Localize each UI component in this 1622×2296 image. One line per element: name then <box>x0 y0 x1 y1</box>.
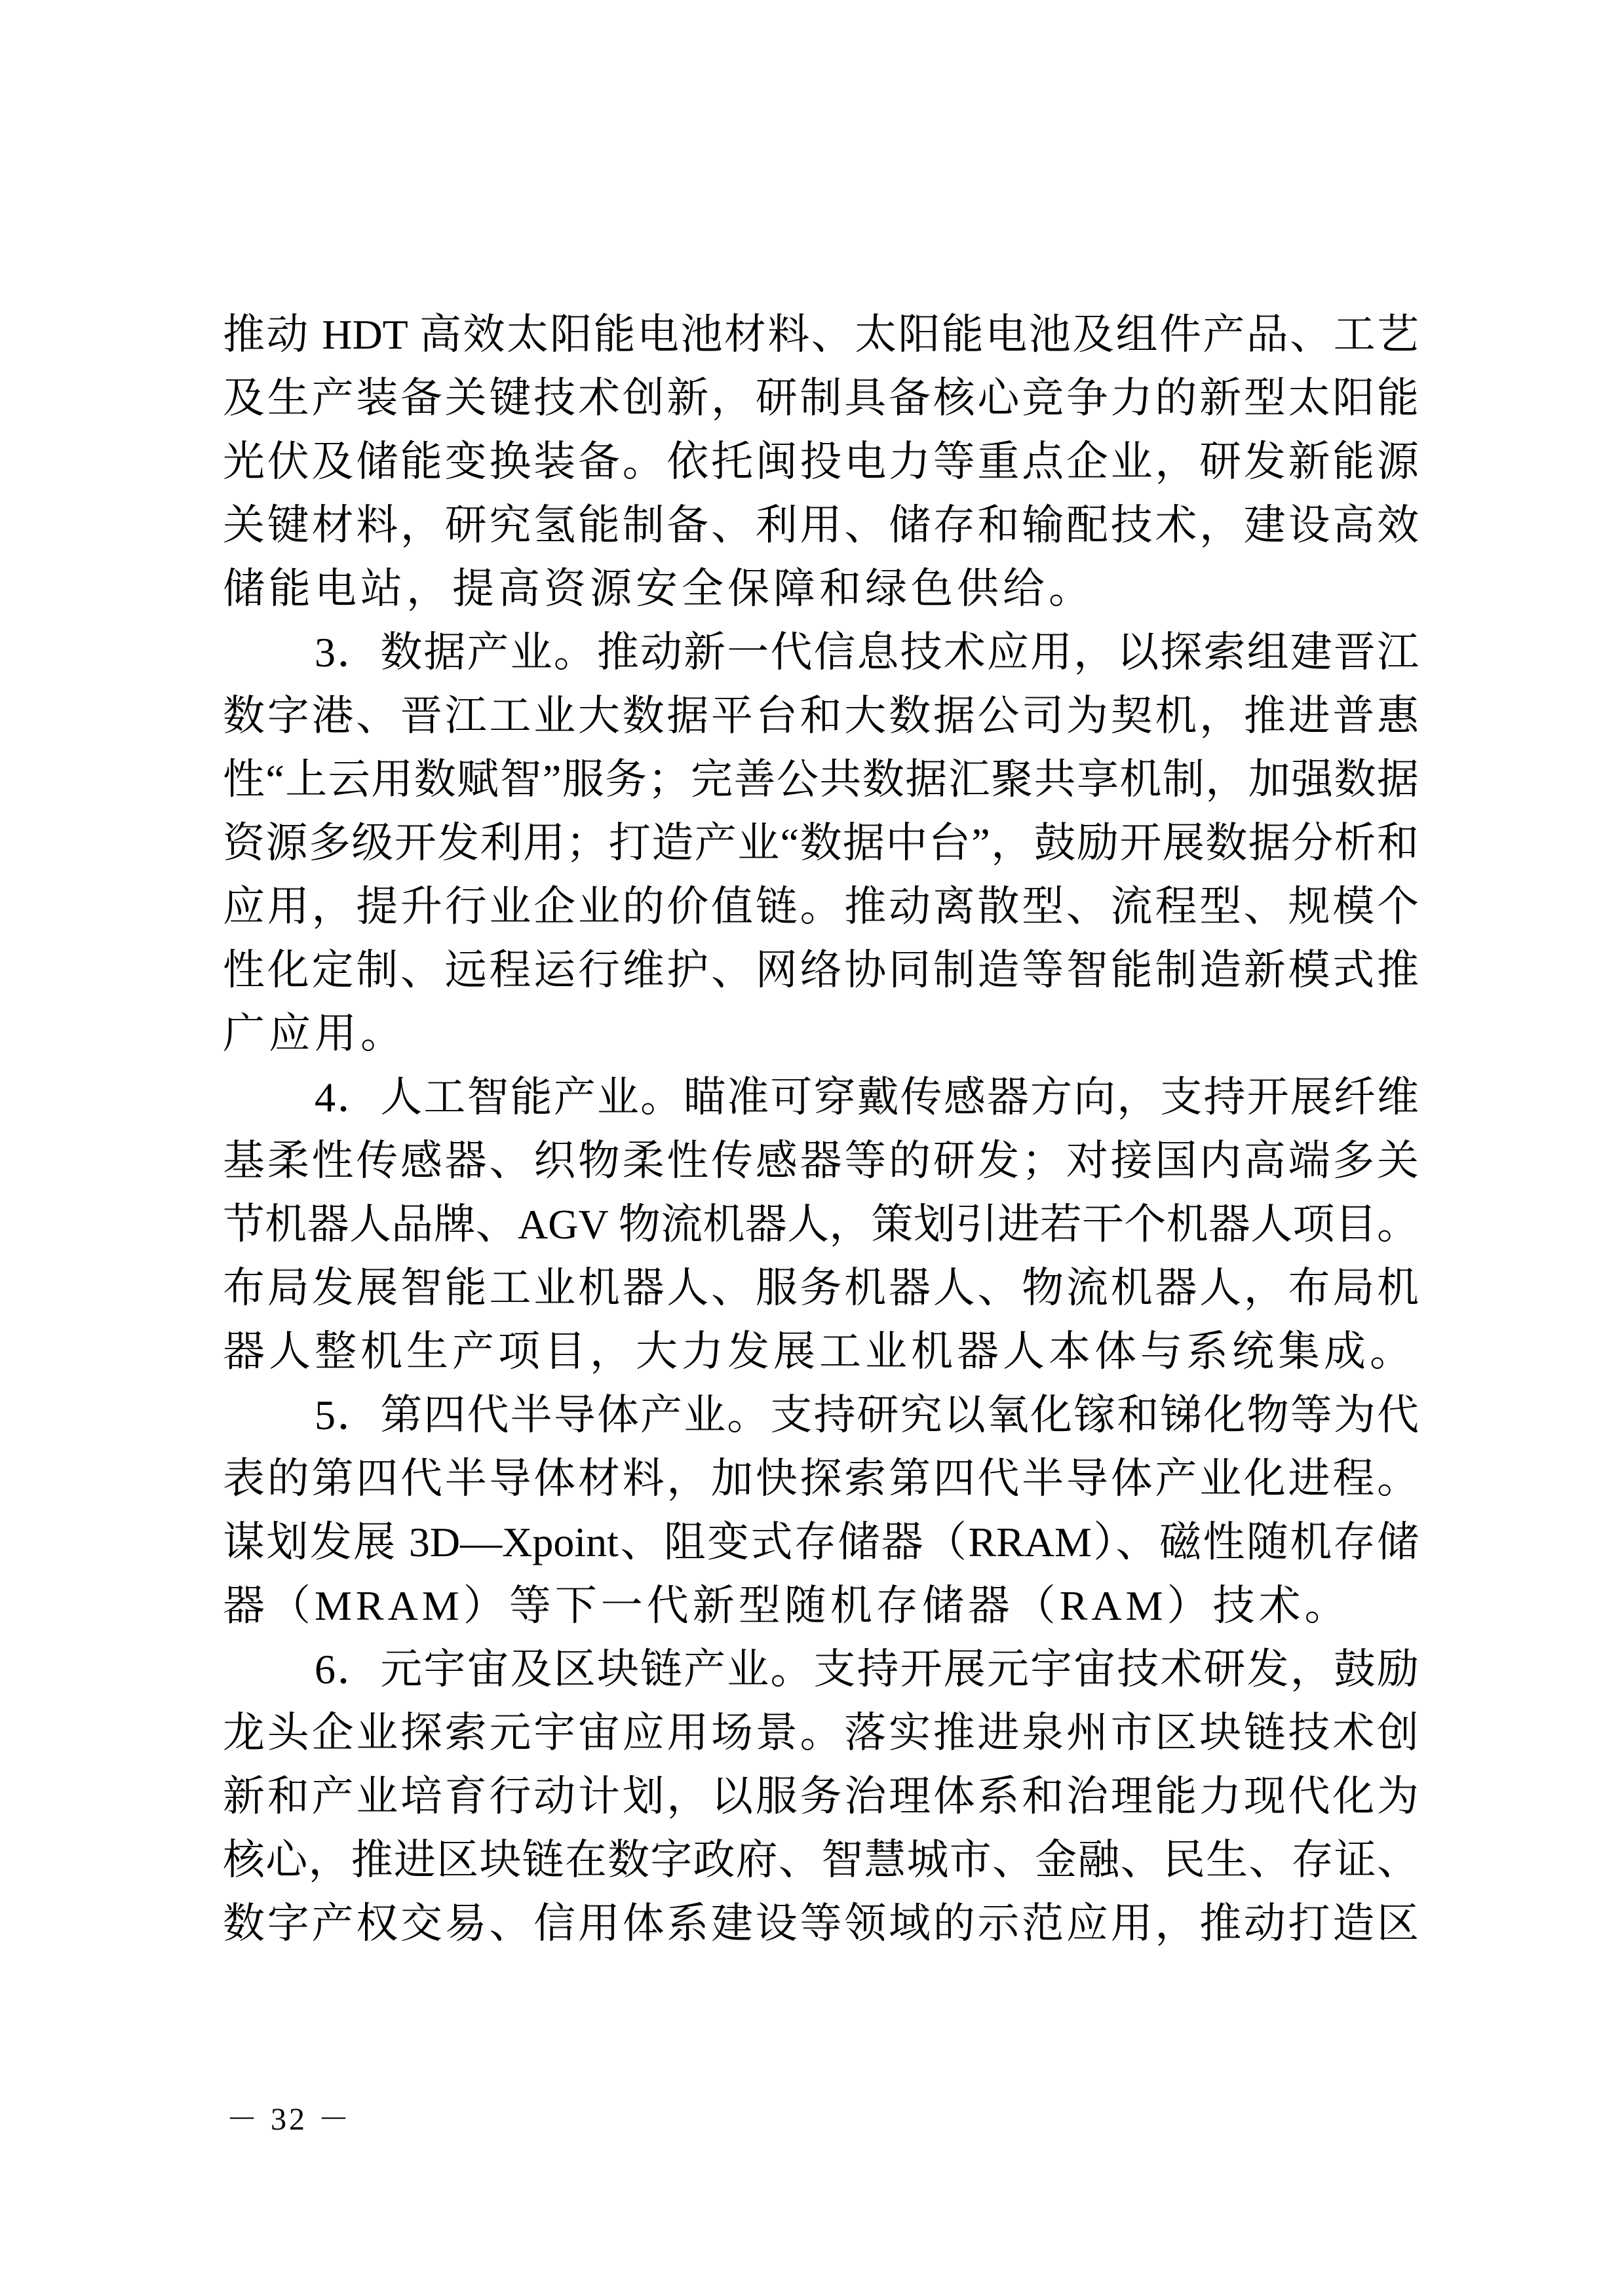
text-line: 数字港、晋江工业大数据平台和大数据公司为契机，推进普惠 <box>223 693 1419 739</box>
text-line: 节机器人品牌、AGV 物流机器人，策划引进若干个机器人项目。 <box>223 1201 1419 1248</box>
text-line: 4．人工智能产业。瞄准可穿戴传感器方向，支持开展纤维 <box>315 1074 1419 1120</box>
text-line: 3．数据产业。推动新一代信息技术应用，以探索组建晋江 <box>315 629 1419 676</box>
text-line: 器（MRAM）等下一代新型随机存储器（RAM）技术。 <box>223 1582 1351 1629</box>
text-line: 及生产装备关键技术创新，研制具备核心竞争力的新型太阳能 <box>223 375 1419 421</box>
text-line: 推动 HDT 高效太阳能电池材料、太阳能电池及组件产品、工艺 <box>223 311 1419 358</box>
text-line: 资源多级开发利用；打造产业“数据中台”，鼓励开展数据分析和 <box>223 820 1419 866</box>
text-line: 广应用。 <box>223 1010 406 1057</box>
text-line: 6．元宇宙及区块链产业。支持开展元宇宙技术研发，鼓励 <box>315 1646 1419 1693</box>
text-line: 关键材料，研究氢能制备、利用、储存和输配技术，建设高效 <box>223 502 1419 548</box>
text-line: 新和产业培育行动计划，以服务治理体系和治理能力现代化为 <box>223 1773 1419 1820</box>
page-number: － 32 － <box>226 2102 353 2137</box>
text-line: 储能电站，提高资源安全保障和绿色供给。 <box>223 565 1094 612</box>
text-line: 龙头企业探索元宇宙应用场景。落实推进泉州市区块链技术创 <box>223 1710 1419 1756</box>
document-body <box>223 303 1419 1955</box>
text-line: 应用，提升行业企业的价值链。推动离散型、流程型、规模个 <box>223 883 1419 930</box>
text-line: 布局发展智能工业机器人、服务机器人、物流机器人，布局机 <box>223 1265 1419 1311</box>
text-line: 器人整机生产项目，大力发展工业机器人本体与系统集成。 <box>223 1328 1416 1375</box>
text-line: 核心，推进区块链在数字政府、智慧城市、金融、民生、存证、 <box>223 1837 1419 1883</box>
text-line: 5．第四代半导体产业。支持研究以氧化镓和锑化物等为代 <box>315 1392 1419 1438</box>
text-line: 光伏及储能变换装备。依托闽投电力等重点企业，研发新能源 <box>223 438 1419 485</box>
text-line: 性化定制、远程运行维护、网络协同制造等智能制造新模式推 <box>223 947 1419 993</box>
text-line: 性“上云用数赋智”服务；完善公共数据汇聚共享机制，加强数据 <box>223 756 1419 803</box>
text-line: 表的第四代半导体材料，加快探索第四代半导体产业化进程。 <box>223 1455 1419 1502</box>
text-line: 基柔性传感器、织物柔性传感器等的研发；对接国内高端多关 <box>223 1138 1419 1184</box>
text-line: 数字产权交易、信用体系建设等领域的示范应用，推动打造区 <box>223 1900 1419 1947</box>
text-line: 谋划发展 3D—Xpoint、阻变式存储器（RRAM）、磁性随机存储 <box>223 1519 1419 1565</box>
